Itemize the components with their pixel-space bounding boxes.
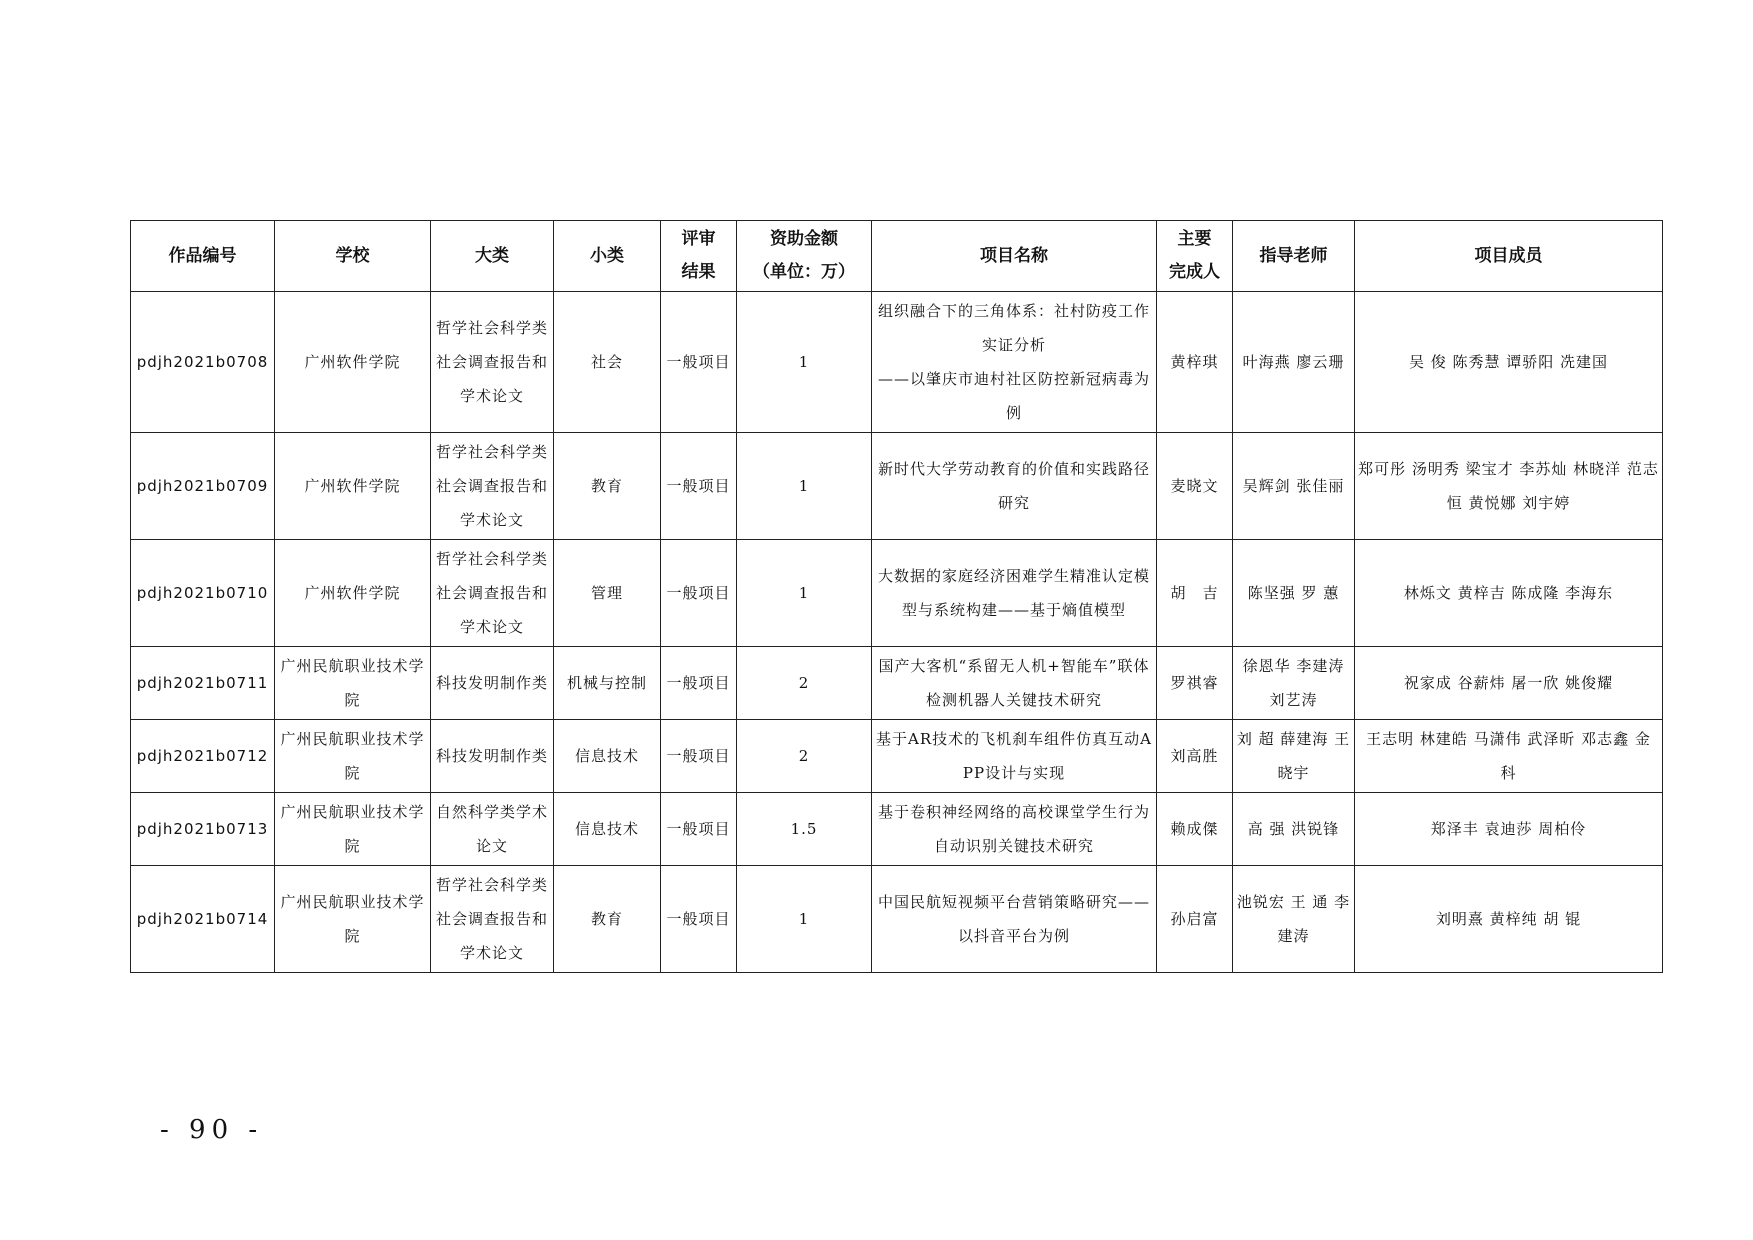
table-row (131, 433, 1663, 540)
cell-subcategory: 信息技术 (554, 720, 661, 793)
table-row (131, 647, 1663, 720)
cell-school: 广州软件学院 (275, 540, 431, 647)
cell-members: 林烁文 黄梓吉 陈成隆 李海东 (1355, 540, 1663, 647)
cell-result: 一般项目 (661, 433, 737, 540)
cell-subcategory: 教育 (554, 866, 661, 973)
cell-id: pdjh2021b0710 (131, 540, 275, 647)
cell-id: pdjh2021b0708 (131, 292, 275, 433)
cell-school: 广州民航职业技术学院 (275, 793, 431, 866)
cell-funding: 1.5 (737, 793, 872, 866)
header-title: 项目名称 (872, 221, 1157, 292)
cell-lead: 赖成傑 (1157, 793, 1233, 866)
cell-advisors: 吴辉剑 张佳丽 (1233, 433, 1355, 540)
cell-school: 广州软件学院 (275, 292, 431, 433)
header-lead-line1: 主要 (1177, 229, 1212, 249)
cell-title (872, 292, 1157, 433)
cell-school: 广州民航职业技术学院 (275, 720, 431, 793)
cell-funding: 1 (737, 540, 872, 647)
table-row (131, 866, 1663, 973)
cell-id: pdjh2021b0713 (131, 793, 275, 866)
header-review-line2: 结果 (681, 262, 716, 282)
cell-id: pdjh2021b0714 (131, 866, 275, 973)
header-funding-line2: （单位：万） (753, 262, 855, 282)
cell-lead: 罗祺睿 (1157, 647, 1233, 720)
cell-category: 科技发明制作类 (431, 647, 554, 720)
cell-category: 科技发明制作类 (431, 720, 554, 793)
cell-lead: 刘高胜 (1157, 720, 1233, 793)
cell-subcategory: 信息技术 (554, 793, 661, 866)
cell-lead: 黄梓琪 (1157, 292, 1233, 433)
header-funding-line1: 资助金额 (770, 229, 838, 249)
cell-category: 哲学社会科学类社会调查报告和学术论文 (431, 433, 554, 540)
table-header-row (131, 221, 1663, 292)
cell-result: 一般项目 (661, 647, 737, 720)
cell-subcategory: 管理 (554, 540, 661, 647)
cell-members: 王志明 林建皓 马潇伟 武泽昕 邓志鑫 金 科 (1355, 720, 1663, 793)
cell-funding: 1 (737, 433, 872, 540)
cell-result: 一般项目 (661, 720, 737, 793)
cell-title-main: 组织融合下的三角体系：社村防疫工作实证分析 (877, 302, 1150, 354)
cell-result: 一般项目 (661, 866, 737, 973)
header-advisors: 指导老师 (1233, 221, 1355, 292)
table-row (131, 720, 1663, 793)
cell-school: 广州民航职业技术学院 (275, 647, 431, 720)
cell-advisors: 徐恩华 李建涛 刘艺涛 (1233, 647, 1355, 720)
cell-members: 郑泽丰 袁迪莎 周柏伶 (1355, 793, 1663, 866)
cell-category: 自然科学类学术论文 (431, 793, 554, 866)
table-row (131, 793, 1663, 866)
cell-id: pdjh2021b0712 (131, 720, 275, 793)
cell-advisors: 高 强 洪锐锋 (1233, 793, 1355, 866)
header-lead (1157, 221, 1233, 292)
cell-id: pdjh2021b0709 (131, 433, 275, 540)
cell-result: 一般项目 (661, 540, 737, 647)
cell-funding: 1 (737, 292, 872, 433)
cell-lead: 孙启富 (1157, 866, 1233, 973)
cell-funding: 1 (737, 866, 872, 973)
cell-title: 中国民航短视频平台营销策略研究——以抖音平台为例 (872, 866, 1157, 973)
header-subcategory: 小类 (554, 221, 661, 292)
cell-funding: 2 (737, 647, 872, 720)
cell-lead: 胡 吉 (1157, 540, 1233, 647)
header-school: 学校 (275, 221, 431, 292)
cell-category: 哲学社会科学类社会调查报告和学术论文 (431, 540, 554, 647)
cell-category: 哲学社会科学类社会调查报告和学术论文 (431, 292, 554, 433)
cell-school: 广州软件学院 (275, 433, 431, 540)
projects-table (130, 220, 1663, 973)
cell-members: 吴 俊 陈秀慧 谭骄阳 冼建国 (1355, 292, 1663, 433)
table-row (131, 540, 1663, 647)
cell-members: 祝家成 谷薪炜 屠一欣 姚俊耀 (1355, 647, 1663, 720)
cell-title: 基于卷积神经网络的高校课堂学生行为自动识别关键技术研究 (872, 793, 1157, 866)
cell-title: 基于AR技术的飞机刹车组件仿真互动APP设计与实现 (872, 720, 1157, 793)
cell-subcategory: 机械与控制 (554, 647, 661, 720)
header-review-line1: 评审 (681, 229, 716, 249)
table-row (131, 292, 1663, 433)
cell-funding: 2 (737, 720, 872, 793)
cell-school: 广州民航职业技术学院 (275, 866, 431, 973)
cell-title: 国产大客机“系留无人机+智能车”联体检测机器人关键技术研究 (872, 647, 1157, 720)
header-review-result (661, 221, 737, 292)
cell-title-sub: ——以肇庆市迪村社区防控新冠病毒为例 (877, 370, 1150, 422)
cell-category: 哲学社会科学类社会调查报告和学术论文 (431, 866, 554, 973)
cell-lead: 麦晓文 (1157, 433, 1233, 540)
cell-advisors: 陈坚强 罗 蕙 (1233, 540, 1355, 647)
cell-subcategory: 社会 (554, 292, 661, 433)
header-members: 项目成员 (1355, 221, 1663, 292)
cell-title: 新时代大学劳动教育的价值和实践路径研究 (872, 433, 1157, 540)
cell-advisors: 池锐宏 王 通 李建涛 (1233, 866, 1355, 973)
header-funding (737, 221, 872, 292)
cell-subcategory: 教育 (554, 433, 661, 540)
cell-members: 郑可彤 汤明秀 梁宝才 李苏灿 林晓洋 范志恒 黄悦娜 刘宇婷 (1355, 433, 1663, 540)
header-lead-line2: 完成人 (1169, 262, 1220, 282)
cell-title: 大数据的家庭经济困难学生精准认定模型与系统构建——基于熵值模型 (872, 540, 1157, 647)
cell-advisors: 刘 超 薛建海 王晓宇 (1233, 720, 1355, 793)
cell-members: 刘明熹 黄梓纯 胡 锟 (1355, 866, 1663, 973)
cell-id: pdjh2021b0711 (131, 647, 275, 720)
cell-result: 一般项目 (661, 292, 737, 433)
cell-result: 一般项目 (661, 793, 737, 866)
page-number: - 90 - (160, 1115, 264, 1145)
cell-advisors: 叶海燕 廖云珊 (1233, 292, 1355, 433)
header-category: 大类 (431, 221, 554, 292)
header-id: 作品编号 (131, 221, 275, 292)
